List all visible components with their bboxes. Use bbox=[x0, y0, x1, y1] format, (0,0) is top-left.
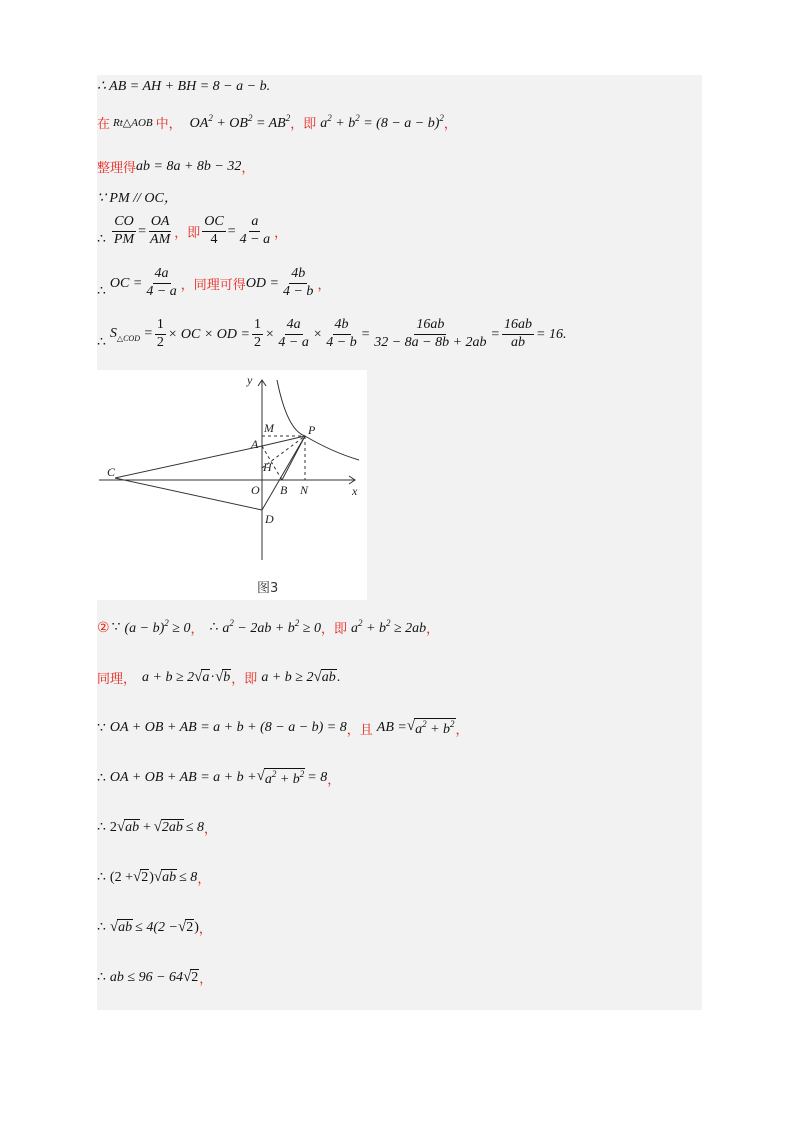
step-oc-od: ∴ OC = $\frac{4a}{4 - a}$ ， 同理可得 OD = $\frac{4b}{4 - b}$ ， bbox=[97, 266, 331, 299]
segment-pb bbox=[282, 436, 305, 480]
segment-cd bbox=[115, 478, 262, 510]
solution-panel bbox=[97, 75, 702, 1010]
step-ratio: ∴ $\frac{CO}{PM}$ = $\frac{OA}{AM}$ ，即 $\frac{OC}{4}$ = $\frac{a}{4 - a}$ ， bbox=[97, 214, 288, 247]
label-a: A bbox=[251, 437, 259, 451]
label-b: B bbox=[280, 483, 288, 497]
label-p: P bbox=[308, 423, 316, 437]
step-final: ∴ ab ≤ 96 − 64 √ 2 ， bbox=[97, 969, 213, 987]
hyperbola-curve bbox=[277, 380, 359, 460]
geometry-figure bbox=[97, 370, 367, 600]
figure-diagram bbox=[97, 370, 367, 575]
step-area: ∴ $S_{\triangle COD}$ = $\frac{1}{2}$ × OC × OD = $\frac{1}{2}$ × $\frac{4a}{4 - a}$ × $\frac{4b}{4 - b}$ = $\frac{16ab}{32 - 8a - 8b + 2ab}$ = $\frac{16ab}{ab}$ = 16. bbox=[97, 317, 567, 350]
step-ineq-1: ∴ 2 √ ab + √ 2ab ≤ 8 ， bbox=[97, 819, 218, 837]
figure-caption: 图3 bbox=[257, 581, 279, 596]
label-x: x bbox=[352, 484, 358, 498]
step-pythagoras: 在 Rt△AOB 中， $OA^2 + OB^2 = AB^2$ ，即 $a^2 + b^2 = (8 - a - b)^2$ ， bbox=[97, 113, 457, 132]
label-c: C bbox=[107, 465, 116, 479]
label-d: D bbox=[265, 512, 274, 526]
step-ineq-2: ∴ (2 + √ 2 ) √ ab ≤ 8 ， bbox=[97, 869, 211, 887]
step-ab-sum: ∴ AB = AH + BH = 8 − a − b. bbox=[97, 79, 271, 94]
label-m: M bbox=[264, 421, 274, 435]
step-simplify: 整理得 ab = 8a + 8b − 32 ， bbox=[97, 158, 255, 176]
label-n: N bbox=[300, 483, 309, 497]
step-am-gm: 同理， a + b ≥ 2 √ a · √ b ，即 a + b ≥ 2 √ ab . bbox=[97, 669, 341, 687]
label-o: O bbox=[251, 483, 260, 497]
step-parallel: ∵ PM // OC， bbox=[97, 191, 178, 206]
segment-ca bbox=[115, 446, 262, 478]
step-perimeter-sqrt: ∴ OA + OB + AB = a + b + √ $a^2 + b^2$ = 8 ， bbox=[97, 768, 341, 788]
step-square-nonneg: ② ∵ $(a - b)^2 \ge 0$ ， ∴ $a^2 - 2ab + b^2 \ge 0$ ，即 $a^2 + b^2 \ge 2ab$ ， bbox=[97, 618, 440, 637]
step-perimeter: ∵ OA + OB + AB = a + b + (8 − a − b) = 8 ，且 AB = √ $a^2 + b^2$ ， bbox=[97, 718, 469, 738]
label-h: H bbox=[263, 460, 272, 474]
segment-ap bbox=[262, 436, 305, 446]
step-ineq-3: ∴ √ ab ≤ 4(2 − √ 2 ) ， bbox=[97, 919, 212, 937]
label-y: y bbox=[247, 373, 253, 387]
